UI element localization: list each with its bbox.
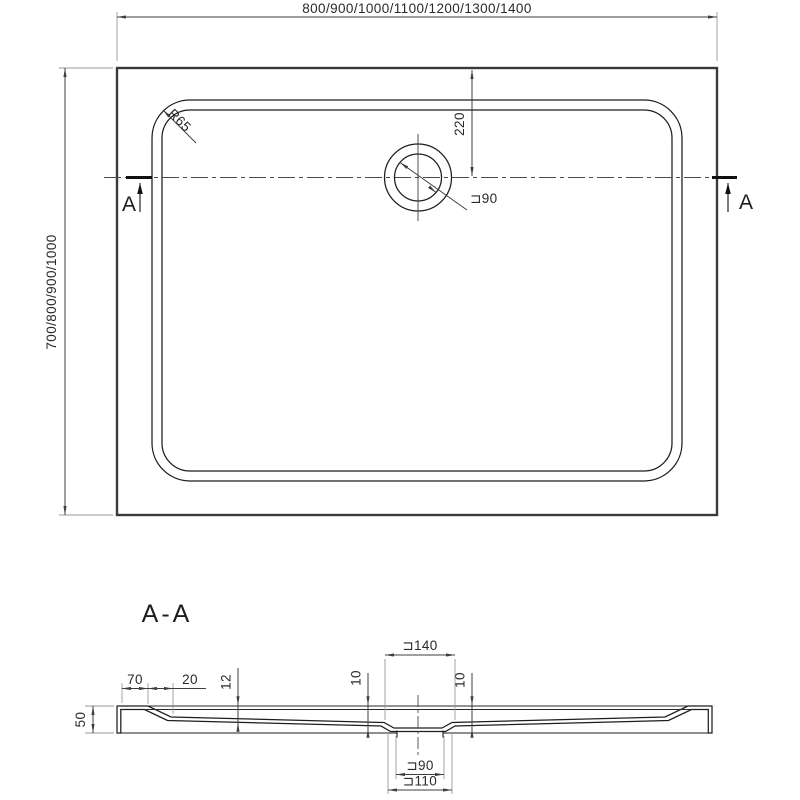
section-title: A-A: [141, 600, 193, 628]
rim-flat-label: 70: [127, 672, 143, 687]
tray-outer-edge: [117, 68, 717, 515]
section-letter-right: A: [738, 191, 754, 214]
tray-section-shell: [117, 706, 712, 733]
depth-left-label: 10: [348, 670, 364, 686]
height-dimension-label: 700/800/900/1000: [44, 234, 59, 350]
drain-diameter-label: ⊐90: [470, 191, 498, 206]
drain-diameter-leader: [400, 163, 467, 211]
edge-height-label: 50: [73, 711, 88, 728]
tray-rim-outer: [152, 100, 682, 481]
corner-radius-label: R65: [165, 105, 195, 135]
section-view: [73, 600, 712, 794]
section-letter-left: A: [121, 193, 137, 216]
drain-offset-label: 220: [452, 112, 467, 136]
rim-slope-label: 20: [182, 672, 198, 687]
width-dimension-label: 800/900/1000/1100/1200/1300/1400: [302, 1, 532, 16]
section-marker-left: [122, 178, 152, 217]
recess-top-diameter-label: ⊐140: [402, 638, 438, 653]
tray-rim-inner: [162, 110, 672, 471]
recess-bottom-diameter-label: ⊐110: [402, 773, 438, 789]
depth-right-label: 10: [452, 672, 468, 688]
top-view: [44, 1, 753, 515]
floor-thickness-label: 12: [218, 674, 234, 690]
drain-hole-diameter-label: ⊐90: [406, 758, 434, 773]
